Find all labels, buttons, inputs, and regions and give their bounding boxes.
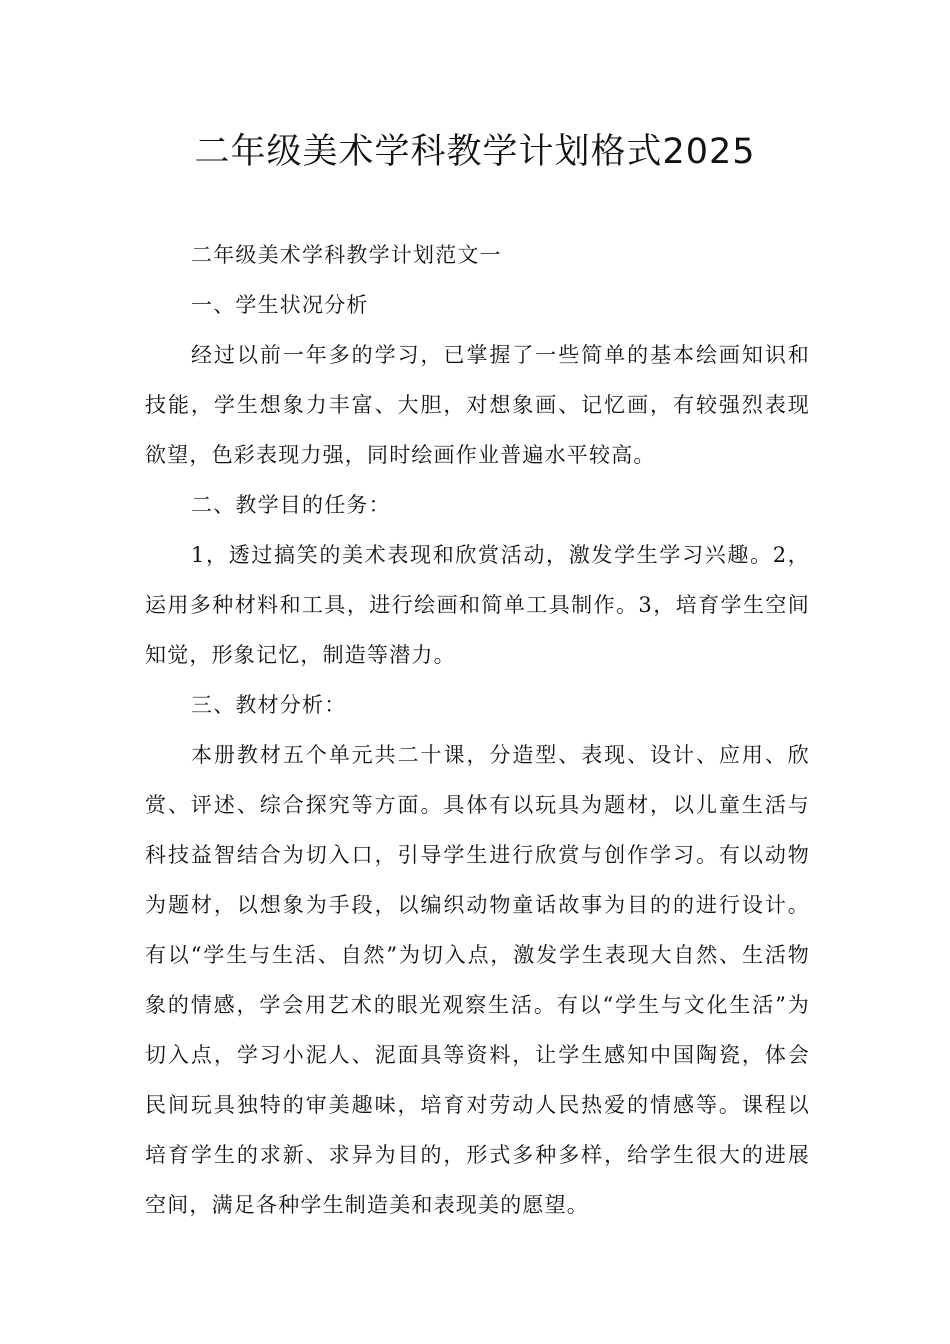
paragraph-teaching-goals: 1，透过搞笑的美术表现和欣赏活动，激发学生学习兴趣。2，运用多种材料和工具，进行绘画和简单工具制作。3，培育学生空间知觉，形象记忆，制造等潜力。 [145, 543, 810, 667]
section-heading-teaching-goals: 二、教学目的任务： [191, 493, 391, 517]
paragraph-student-analysis: 经过以前一年多的学习，已掌握了一些简单的基本绘画知识和技能，学生想象力丰富、大胆，对想象画、记忆画，有较强烈表现欲望，色彩表现力强，同时绘画作业普遍水平较高。 [145, 343, 810, 467]
paragraph-textbook-analysis: 本册教材五个单元共二十课，分造型、表现、设计、应用、欣赏、评述、综合探究等方面。具体有以玩具为题材，以儿童生活与科技益智结合为切入口，引导学生进行欣赏与创作学习。有以动物为题材，以想象为手段，以编织动物童话故事为目的的进行设计。有以“学生与生活、自然”为切入点，激发学生表现大自然、生活物象的情感，学会用艺术的眼光观察生活。有以“学生与文化生活”为切入点，学习小泥人、泥面具等资料，让学生感知中国陶瓷，体会民间玩具独特的审美趣味，培育对劳动人民热爱的情感等。课程以培育学生的求新、求异为目的，形式多种多样，给学生很大的进展空间，满足各种学生制造美和表现美的愿望。 [145, 743, 810, 1217]
section-heading-textbook-analysis: 三、教材分析： [191, 693, 347, 717]
section-heading-student-analysis: 一、学生状况分析 [191, 293, 369, 317]
subtitle-paragraph: 二年级美术学科教学计划范文一 [191, 243, 502, 267]
document-body [145, 230, 810, 1230]
document-title: 二年级美术学科教学计划格式2025 [194, 132, 756, 172]
